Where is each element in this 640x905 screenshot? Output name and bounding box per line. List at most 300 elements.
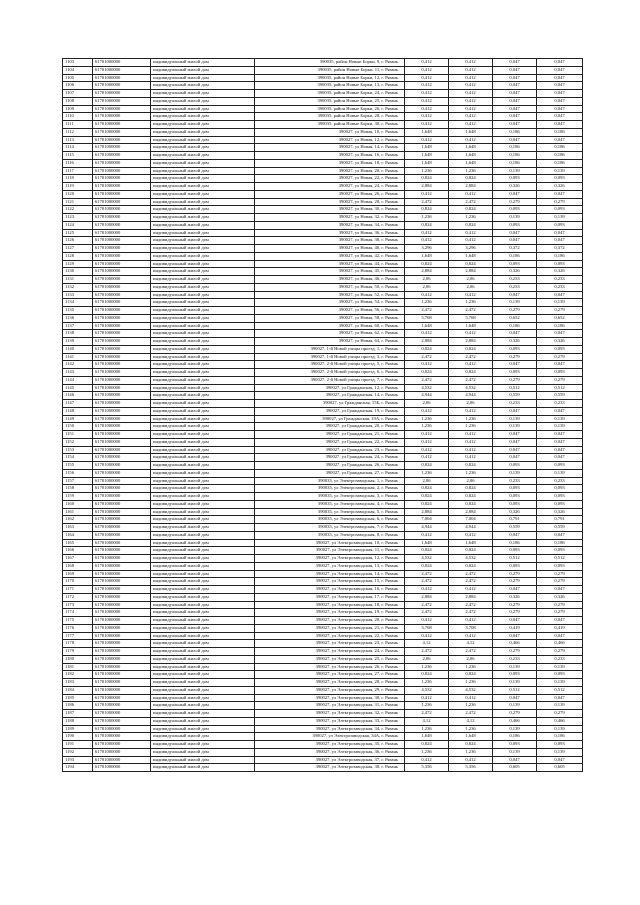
value-2-cell: 0,824 bbox=[449, 671, 493, 679]
value-4-cell: 0,279 bbox=[537, 710, 583, 718]
row-number-cell: 1162 bbox=[63, 516, 93, 524]
address-cell: 390027, ул Новая, 56, г. Рязань bbox=[255, 307, 405, 315]
table-row bbox=[63, 144, 583, 152]
value-3-cell: 0,326 bbox=[493, 183, 537, 191]
table-row bbox=[63, 578, 583, 586]
value-4-cell: 0,279 bbox=[537, 648, 583, 656]
address-cell: 390027, ул Гражданская, 26, г. Рязань bbox=[255, 462, 405, 470]
object-type-cell: индивидуальный жилой дом bbox=[151, 407, 255, 415]
oktmo-code-cell: 61701000000 bbox=[93, 601, 151, 609]
object-type-cell: индивидуальный жилой дом bbox=[151, 376, 255, 384]
table-row bbox=[63, 183, 583, 191]
value-1-cell: 0,412 bbox=[405, 756, 449, 764]
object-type-cell: индивидуальный жилой дом bbox=[151, 469, 255, 477]
value-4-cell: 0,093 bbox=[537, 260, 583, 268]
table-row bbox=[63, 748, 583, 756]
object-type-cell: индивидуальный жилой дом bbox=[151, 276, 255, 284]
value-1-cell: 2,472 bbox=[405, 570, 449, 578]
value-2-cell: 0,824 bbox=[449, 547, 493, 555]
address-cell: 390027, ул Гражданская, 20, г. Рязань bbox=[255, 423, 405, 431]
value-2-cell: 0,412 bbox=[449, 229, 493, 237]
value-3-cell: 0,279 bbox=[493, 648, 537, 656]
row-number-cell: 1123 bbox=[63, 214, 93, 222]
table-row bbox=[63, 59, 583, 67]
value-4-cell: 0,233 bbox=[537, 276, 583, 284]
value-3-cell: 0,233 bbox=[493, 477, 537, 485]
oktmo-code-cell: 61701000000 bbox=[93, 756, 151, 764]
oktmo-code-cell: 61701000000 bbox=[93, 237, 151, 245]
object-type-cell: индивидуальный жилой дом bbox=[151, 756, 255, 764]
value-2-cell: 0,824 bbox=[449, 175, 493, 183]
value-2-cell: 1,236 bbox=[449, 415, 493, 423]
oktmo-code-cell: 61701000000 bbox=[93, 97, 151, 105]
row-number-cell: 1186 bbox=[63, 702, 93, 710]
row-number-cell: 1129 bbox=[63, 260, 93, 268]
value-2-cell: 1,648 bbox=[449, 144, 493, 152]
object-type-cell: индивидуальный жилой дом bbox=[151, 198, 255, 206]
value-1-cell: 0,824 bbox=[405, 462, 449, 470]
oktmo-code-cell: 61701000000 bbox=[93, 206, 151, 214]
value-3-cell: 0,093 bbox=[493, 175, 537, 183]
value-3-cell: 0,186 bbox=[493, 128, 537, 136]
value-4-cell: 0,559 bbox=[537, 392, 583, 400]
value-1-cell: 7,004 bbox=[405, 516, 449, 524]
value-2-cell: 1,236 bbox=[449, 299, 493, 307]
value-3-cell: 0,047 bbox=[493, 407, 537, 415]
table-row bbox=[63, 314, 583, 322]
value-4-cell: 0,139 bbox=[537, 748, 583, 756]
object-type-cell: индивидуальный жилой дом bbox=[151, 725, 255, 733]
value-2-cell: 2,472 bbox=[449, 353, 493, 361]
object-type-cell: индивидуальный жилой дом bbox=[151, 144, 255, 152]
table-row bbox=[63, 609, 583, 617]
row-number-cell: 1148 bbox=[63, 407, 93, 415]
value-4-cell: 0,419 bbox=[537, 624, 583, 632]
value-3-cell: 0,093 bbox=[493, 462, 537, 470]
table-row bbox=[63, 717, 583, 725]
oktmo-code-cell: 61701000000 bbox=[93, 764, 151, 772]
value-2-cell: 0,824 bbox=[449, 500, 493, 508]
row-number-cell: 1143 bbox=[63, 369, 93, 377]
oktmo-code-cell: 61701000000 bbox=[93, 59, 151, 67]
value-1-cell: 0,824 bbox=[405, 260, 449, 268]
address-cell: 390027, ул Новая, 34, г. Рязань bbox=[255, 221, 405, 229]
oktmo-code-cell: 61701000000 bbox=[93, 361, 151, 369]
value-3-cell: 0,047 bbox=[493, 59, 537, 67]
address-cell: 390027, ул Новая, 16, г. Рязань bbox=[255, 152, 405, 160]
address-cell: 390035, район Новые Борки, 30, г. Рязань bbox=[255, 121, 405, 129]
address-cell: 390035, ул Электрозаводская, 2, г. Рязань bbox=[255, 485, 405, 493]
value-4-cell: 0,652 bbox=[537, 314, 583, 322]
value-1-cell: 2,06 bbox=[405, 283, 449, 291]
oktmo-code-cell: 61701000000 bbox=[93, 392, 151, 400]
value-3-cell: 0,047 bbox=[493, 330, 537, 338]
row-number-cell: 1170 bbox=[63, 578, 93, 586]
table-row bbox=[63, 469, 583, 477]
object-type-cell: индивидуальный жилой дом bbox=[151, 283, 255, 291]
value-1-cell: 2,884 bbox=[405, 268, 449, 276]
value-3-cell: 0,233 bbox=[493, 276, 537, 284]
address-cell: 390027, ул Гражданская, 21, г. Рязань bbox=[255, 431, 405, 439]
address-cell: 390035, район Новые Борки, 11, г. Рязань bbox=[255, 66, 405, 74]
value-2-cell: 2,472 bbox=[449, 609, 493, 617]
oktmo-code-cell: 61701000000 bbox=[93, 648, 151, 656]
value-1-cell: 2,884 bbox=[405, 593, 449, 601]
value-2-cell: 1,236 bbox=[449, 423, 493, 431]
object-type-cell: индивидуальный жилой дом bbox=[151, 586, 255, 594]
oktmo-code-cell: 61701000000 bbox=[93, 252, 151, 260]
value-1-cell: 0,412 bbox=[405, 113, 449, 121]
table-row bbox=[63, 136, 583, 144]
oktmo-code-cell: 61701000000 bbox=[93, 376, 151, 384]
value-4-cell: 0,047 bbox=[537, 632, 583, 640]
address-cell: 390027, ул Новая, 12, г. Рязань bbox=[255, 136, 405, 144]
object-type-cell: индивидуальный жилой дом bbox=[151, 291, 255, 299]
table-row bbox=[63, 593, 583, 601]
row-number-cell: 1127 bbox=[63, 245, 93, 253]
value-1-cell: 0,412 bbox=[405, 66, 449, 74]
row-number-cell: 1168 bbox=[63, 562, 93, 570]
address-cell: 390035, район Новые Борки, 13, г. Рязань bbox=[255, 82, 405, 90]
value-4-cell: 0,139 bbox=[537, 214, 583, 222]
row-number-cell: 1122 bbox=[63, 206, 93, 214]
value-4-cell: 0,047 bbox=[537, 431, 583, 439]
row-number-cell: 1140 bbox=[63, 345, 93, 353]
object-type-cell: индивидуальный жилой дом bbox=[151, 648, 255, 656]
table-body bbox=[63, 59, 583, 772]
value-1-cell: 1,236 bbox=[405, 214, 449, 222]
table-row bbox=[63, 632, 583, 640]
oktmo-code-cell: 61701000000 bbox=[93, 260, 151, 268]
row-number-cell: 1124 bbox=[63, 221, 93, 229]
value-4-cell: 0,047 bbox=[537, 330, 583, 338]
value-3-cell: 0,047 bbox=[493, 113, 537, 121]
value-3-cell: 0,139 bbox=[493, 679, 537, 687]
object-type-cell: индивидуальный жилой дом bbox=[151, 547, 255, 555]
table-row bbox=[63, 283, 583, 291]
oktmo-code-cell: 61701000000 bbox=[93, 322, 151, 330]
table-row bbox=[63, 462, 583, 470]
row-number-cell: 1105 bbox=[63, 74, 93, 82]
value-2-cell: 0,412 bbox=[449, 237, 493, 245]
object-type-cell: индивидуальный жилой дом bbox=[151, 338, 255, 346]
value-2-cell: 2,472 bbox=[449, 578, 493, 586]
value-4-cell: 0,047 bbox=[537, 438, 583, 446]
row-number-cell: 1109 bbox=[63, 105, 93, 113]
value-1-cell: 3,708 bbox=[405, 624, 449, 632]
value-1-cell: 0,412 bbox=[405, 59, 449, 67]
address-cell: 390035, район Новые Борки, 9, г. Рязань bbox=[255, 59, 405, 67]
oktmo-code-cell: 61701000000 bbox=[93, 144, 151, 152]
value-3-cell: 0,047 bbox=[493, 229, 537, 237]
value-1-cell: 0,412 bbox=[405, 190, 449, 198]
value-1-cell: 2,06 bbox=[405, 400, 449, 408]
table-row bbox=[63, 221, 583, 229]
row-number-cell: 1149 bbox=[63, 415, 93, 423]
address-cell: 390027, ул Новая, 20, г. Рязань bbox=[255, 167, 405, 175]
table-row bbox=[63, 586, 583, 594]
oktmo-code-cell: 61701000000 bbox=[93, 74, 151, 82]
table-row bbox=[63, 74, 583, 82]
object-type-cell: индивидуальный жилой дом bbox=[151, 531, 255, 539]
row-number-cell: 1103 bbox=[63, 59, 93, 67]
row-number-cell: 1110 bbox=[63, 113, 93, 121]
table-row bbox=[63, 764, 583, 772]
table-row bbox=[63, 415, 583, 423]
oktmo-code-cell: 61701000000 bbox=[93, 330, 151, 338]
object-type-cell: индивидуальный жилой дом bbox=[151, 152, 255, 160]
object-type-cell: индивидуальный жилой дом bbox=[151, 384, 255, 392]
oktmo-code-cell: 61701000000 bbox=[93, 671, 151, 679]
oktmo-code-cell: 61701000000 bbox=[93, 167, 151, 175]
value-4-cell: 0,326 bbox=[537, 593, 583, 601]
row-number-cell: 1104 bbox=[63, 66, 93, 74]
value-1-cell: 2,472 bbox=[405, 601, 449, 609]
value-4-cell: 0,186 bbox=[537, 144, 583, 152]
value-3-cell: 0,279 bbox=[493, 353, 537, 361]
object-type-cell: индивидуальный жилой дом bbox=[151, 500, 255, 508]
value-3-cell: 0,047 bbox=[493, 291, 537, 299]
value-2-cell: 0,412 bbox=[449, 586, 493, 594]
oktmo-code-cell: 61701000000 bbox=[93, 268, 151, 276]
value-3-cell: 0,466 bbox=[493, 717, 537, 725]
oktmo-code-cell: 61701000000 bbox=[93, 183, 151, 191]
value-4-cell: 0,139 bbox=[537, 702, 583, 710]
value-2-cell: 1,236 bbox=[449, 679, 493, 687]
value-3-cell: 0,047 bbox=[493, 82, 537, 90]
value-3-cell: 0,559 bbox=[493, 392, 537, 400]
value-3-cell: 0,326 bbox=[493, 268, 537, 276]
value-2-cell: 2,884 bbox=[449, 593, 493, 601]
value-2-cell: 2,884 bbox=[449, 508, 493, 516]
address-cell: 390027, ул Гражданская, 12, г. Рязань bbox=[255, 384, 405, 392]
value-1-cell: 0,412 bbox=[405, 330, 449, 338]
object-type-cell: индивидуальный жилой дом bbox=[151, 431, 255, 439]
value-1-cell: 1,236 bbox=[405, 748, 449, 756]
value-4-cell: 0,279 bbox=[537, 570, 583, 578]
object-type-cell: индивидуальный жилой дом bbox=[151, 663, 255, 671]
address-cell: 390027, ул Электрозаводская, 29, г. Рязань bbox=[255, 686, 405, 694]
oktmo-code-cell: 61701000000 bbox=[93, 586, 151, 594]
value-4-cell: 0,139 bbox=[537, 167, 583, 175]
object-type-cell: индивидуальный жилой дом bbox=[151, 229, 255, 237]
value-1-cell: 2,06 bbox=[405, 477, 449, 485]
value-2-cell: 4,944 bbox=[449, 524, 493, 532]
oktmo-code-cell: 61701000000 bbox=[93, 400, 151, 408]
value-4-cell: 0,047 bbox=[537, 105, 583, 113]
object-type-cell: индивидуальный жилой дом bbox=[151, 330, 255, 338]
value-3-cell: 0,419 bbox=[493, 624, 537, 632]
value-2-cell: 0,824 bbox=[449, 741, 493, 749]
oktmo-code-cell: 61701000000 bbox=[93, 733, 151, 741]
value-1-cell: 4,532 bbox=[405, 384, 449, 392]
address-cell: 390027, ул Электрозаводская, 35, г. Рязань bbox=[255, 741, 405, 749]
value-4-cell: 0,326 bbox=[537, 183, 583, 191]
object-type-cell: индивидуальный жилой дом bbox=[151, 562, 255, 570]
oktmo-code-cell: 61701000000 bbox=[93, 113, 151, 121]
value-1-cell: 0,412 bbox=[405, 105, 449, 113]
object-type-cell: индивидуальный жилой дом bbox=[151, 508, 255, 516]
value-2-cell: 1,648 bbox=[449, 252, 493, 260]
address-cell: 390027, ул Электрозаводская, 14, г. Рязань bbox=[255, 570, 405, 578]
oktmo-code-cell: 61701000000 bbox=[93, 516, 151, 524]
table-row bbox=[63, 702, 583, 710]
address-cell: 390027, ул Электрозаводская, 34А, г. Рязань bbox=[255, 733, 405, 741]
object-type-cell: индивидуальный жилой дом bbox=[151, 485, 255, 493]
table-row bbox=[63, 407, 583, 415]
row-number-cell: 1136 bbox=[63, 314, 93, 322]
table-row bbox=[63, 725, 583, 733]
value-3-cell: 0,466 bbox=[493, 640, 537, 648]
value-1-cell: 0,824 bbox=[405, 206, 449, 214]
oktmo-code-cell: 61701000000 bbox=[93, 283, 151, 291]
address-cell: 390027, ул Электрозаводская, 34, г. Рязань bbox=[255, 725, 405, 733]
table-row bbox=[63, 508, 583, 516]
object-type-cell: индивидуальный жилой дом bbox=[151, 717, 255, 725]
table-row bbox=[63, 655, 583, 663]
object-type-cell: индивидуальный жилой дом bbox=[151, 462, 255, 470]
address-cell: 390027, ул Электрозаводская, 16, г. Рязань bbox=[255, 586, 405, 594]
value-1-cell: 0,412 bbox=[405, 82, 449, 90]
value-2-cell: 0,412 bbox=[449, 454, 493, 462]
value-4-cell: 0,186 bbox=[537, 152, 583, 160]
value-1-cell: 2,06 bbox=[405, 276, 449, 284]
value-3-cell: 0,186 bbox=[493, 539, 537, 547]
oktmo-code-cell: 61701000000 bbox=[93, 152, 151, 160]
value-2-cell: 0,412 bbox=[449, 531, 493, 539]
value-2-cell: 0,412 bbox=[449, 407, 493, 415]
value-4-cell: 0,047 bbox=[537, 190, 583, 198]
value-4-cell: 0,279 bbox=[537, 609, 583, 617]
value-2-cell: 0,412 bbox=[449, 74, 493, 82]
table-row bbox=[63, 345, 583, 353]
row-number-cell: 1117 bbox=[63, 167, 93, 175]
value-4-cell: 0,047 bbox=[537, 97, 583, 105]
object-type-cell: индивидуальный жилой дом bbox=[151, 221, 255, 229]
address-cell: 390027, ул Новая, 50, г. Рязань bbox=[255, 283, 405, 291]
address-cell: 390035, район Новые Борки, 24, г. Рязань bbox=[255, 90, 405, 98]
value-1-cell: 1,236 bbox=[405, 423, 449, 431]
value-1-cell: 0,412 bbox=[405, 438, 449, 446]
value-3-cell: 0,233 bbox=[493, 400, 537, 408]
value-3-cell: 0,186 bbox=[493, 152, 537, 160]
value-4-cell: 0,279 bbox=[537, 578, 583, 586]
value-4-cell: 0,093 bbox=[537, 500, 583, 508]
value-3-cell: 0,186 bbox=[493, 252, 537, 260]
table-row bbox=[63, 97, 583, 105]
object-type-cell: индивидуальный жилой дом bbox=[151, 516, 255, 524]
object-type-cell: индивидуальный жилой дом bbox=[151, 624, 255, 632]
value-3-cell: 0,791 bbox=[493, 516, 537, 524]
value-2-cell: 0,412 bbox=[449, 105, 493, 113]
object-type-cell: индивидуальный жилой дом bbox=[151, 601, 255, 609]
value-1-cell: 2,472 bbox=[405, 198, 449, 206]
object-type-cell: индивидуальный жилой дом bbox=[151, 97, 255, 105]
object-type-cell: индивидуальный жилой дом bbox=[151, 159, 255, 167]
value-4-cell: 0,093 bbox=[537, 671, 583, 679]
value-4-cell: 0,233 bbox=[537, 477, 583, 485]
value-1-cell: 1,236 bbox=[405, 663, 449, 671]
row-number-cell: 1172 bbox=[63, 593, 93, 601]
value-2-cell: 2,472 bbox=[449, 376, 493, 384]
address-cell: 390027, ул Электрозаводская, 17, г. Рязань bbox=[255, 593, 405, 601]
row-number-cell: 1171 bbox=[63, 586, 93, 594]
address-cell: 390027, ул Новая, 64, г. Рязань bbox=[255, 338, 405, 346]
value-1-cell: 2,472 bbox=[405, 609, 449, 617]
value-3-cell: 0,047 bbox=[493, 531, 537, 539]
oktmo-code-cell: 61701000000 bbox=[93, 291, 151, 299]
row-number-cell: 1179 bbox=[63, 648, 93, 656]
address-cell: 390027, 1-й Новой улицы проезд, 1, г. Рязань bbox=[255, 345, 405, 353]
value-2-cell: 4,532 bbox=[449, 555, 493, 563]
row-number-cell: 1152 bbox=[63, 438, 93, 446]
table-row bbox=[63, 663, 583, 671]
value-1-cell: 0,412 bbox=[405, 617, 449, 625]
value-2-cell: 0,412 bbox=[449, 632, 493, 640]
row-number-cell: 1183 bbox=[63, 679, 93, 687]
value-3-cell: 0,139 bbox=[493, 663, 537, 671]
value-1-cell: 0,412 bbox=[405, 90, 449, 98]
address-cell: 390027, ул Электрозаводская, 13, г. Рязань bbox=[255, 562, 405, 570]
value-3-cell: 0,047 bbox=[493, 438, 537, 446]
value-1-cell: 0,412 bbox=[405, 237, 449, 245]
row-number-cell: 1147 bbox=[63, 400, 93, 408]
value-4-cell: 0,512 bbox=[537, 555, 583, 563]
value-1-cell: 0,824 bbox=[405, 562, 449, 570]
value-4-cell: 0,139 bbox=[537, 415, 583, 423]
oktmo-code-cell: 61701000000 bbox=[93, 531, 151, 539]
address-cell: 390035, район Новые Борки, 25, г. Рязань bbox=[255, 97, 405, 105]
table-row bbox=[63, 198, 583, 206]
row-number-cell: 1115 bbox=[63, 152, 93, 160]
oktmo-code-cell: 61701000000 bbox=[93, 82, 151, 90]
object-type-cell: индивидуальный жилой дом bbox=[151, 640, 255, 648]
table-row bbox=[63, 485, 583, 493]
table-row bbox=[63, 624, 583, 632]
value-2-cell: 4,532 bbox=[449, 384, 493, 392]
address-cell: 390027, ул Гражданская, 19, г. Рязань bbox=[255, 407, 405, 415]
value-3-cell: 0,139 bbox=[493, 469, 537, 477]
value-3-cell: 0,139 bbox=[493, 423, 537, 431]
value-4-cell: 0,047 bbox=[537, 694, 583, 702]
value-2-cell: 0,824 bbox=[449, 562, 493, 570]
address-cell: 390027, ул Гражданская, 19А, г. Рязань bbox=[255, 415, 405, 423]
value-3-cell: 0,047 bbox=[493, 617, 537, 625]
value-3-cell: 0,186 bbox=[493, 733, 537, 741]
table-row bbox=[63, 113, 583, 121]
value-2-cell: 1,648 bbox=[449, 733, 493, 741]
value-2-cell: 0,412 bbox=[449, 694, 493, 702]
value-2-cell: 0,412 bbox=[449, 291, 493, 299]
row-number-cell: 1144 bbox=[63, 376, 93, 384]
value-4-cell: 0,093 bbox=[537, 462, 583, 470]
value-3-cell: 0,093 bbox=[493, 493, 537, 501]
object-type-cell: индивидуальный жилой дом bbox=[151, 190, 255, 198]
value-3-cell: 0,139 bbox=[493, 299, 537, 307]
value-2-cell: 0,412 bbox=[449, 136, 493, 144]
table-row bbox=[63, 555, 583, 563]
address-cell: 390035, район Новые Борки, 26, г. Рязань bbox=[255, 105, 405, 113]
value-4-cell: 0,139 bbox=[537, 679, 583, 687]
value-3-cell: 0,093 bbox=[493, 500, 537, 508]
oktmo-code-cell: 61701000000 bbox=[93, 485, 151, 493]
oktmo-code-cell: 61701000000 bbox=[93, 555, 151, 563]
value-3-cell: 0,047 bbox=[493, 694, 537, 702]
oktmo-code-cell: 61701000000 bbox=[93, 741, 151, 749]
value-3-cell: 0,093 bbox=[493, 369, 537, 377]
value-4-cell: 0,139 bbox=[537, 423, 583, 431]
value-4-cell: 0,047 bbox=[537, 361, 583, 369]
